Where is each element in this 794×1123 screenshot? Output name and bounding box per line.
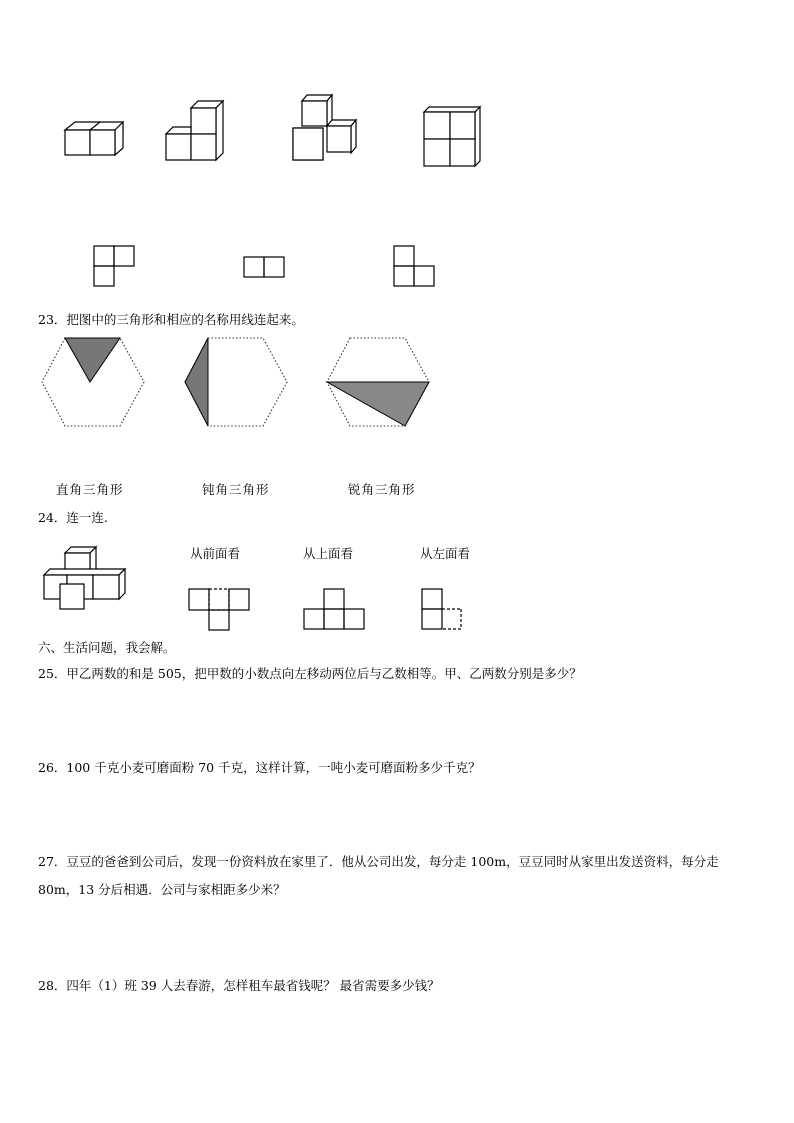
question-28: 28．四年（1）班 39 人去春游，怎样租车最省钱呢？ 最省需要多少钱？ [38, 978, 440, 993]
section-6-title: 六、生活问题，我会解。 [38, 640, 176, 655]
view-shape-2 [243, 256, 287, 278]
question-24: 24．连一连. [38, 510, 108, 525]
triangle-name-acute: 锐角三角形 [348, 482, 416, 497]
cube-figure-3 [290, 93, 365, 163]
view-label-front: 从前面看 [190, 546, 241, 561]
question-26: 26．100 千克小麦可磨面粉 70 千克，这样计算，一吨小麦可磨面粉多少千克？ [38, 760, 481, 775]
triangle-name-right: 直角三角形 [56, 482, 124, 497]
view-label-left: 从左面看 [420, 546, 471, 561]
cube-stack-figure [40, 545, 130, 613]
hexagon-figure-2 [183, 336, 289, 428]
cube-figure-4 [420, 104, 484, 170]
question-23: 23．把图中的三角形和相应的名称用线连起来。 [38, 312, 304, 327]
cube-figure-1 [60, 110, 130, 160]
top-view-shape [303, 588, 367, 632]
question-25: 25．甲乙两数的和是 505，把甲数的小数点向左移动两位后与乙数相等。甲、乙两数分别是多少？ [38, 666, 582, 681]
question-27: 27．豆豆的爸爸到公司后，发现一份资料放在家里了．他从公司出发，每分走 100m，豆豆同时从家里出发送资料，每分走 80m，13 分后相遇．公司与家相距多少米？ [38, 854, 719, 897]
left-view-shape [421, 588, 465, 632]
triangle-name-obtuse: 钝角三角形 [202, 482, 270, 497]
hexagon-figure-3 [325, 336, 431, 428]
front-view-shape [188, 588, 252, 632]
view-label-top: 从上面看 [303, 546, 354, 561]
view-shape-3 [393, 245, 437, 289]
cube-figure-2 [163, 98, 233, 162]
view-shape-1 [93, 245, 137, 289]
hexagon-figure-1 [40, 336, 146, 428]
